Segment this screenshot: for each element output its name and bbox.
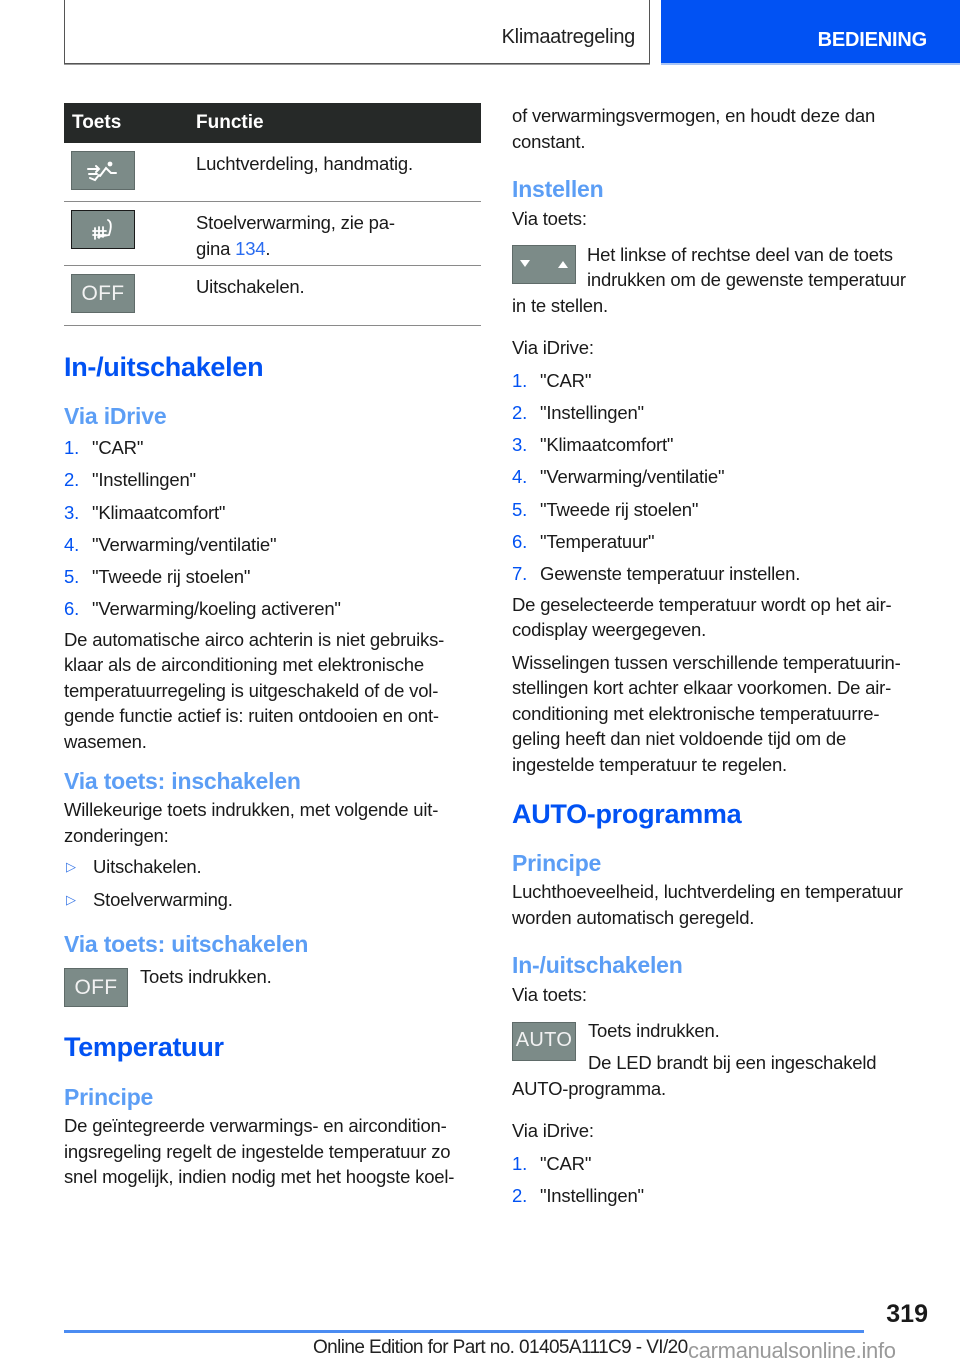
function-text: Stoelverwarming, zie pa- [196,212,395,233]
triangle-bullet-icon: ▷ [66,859,76,875]
table-row [64,143,481,202]
list-item: 1. "CAR" [512,369,592,391]
heading-temperature: Temperatuur [64,1032,224,1063]
air-distribution-icon [86,160,120,182]
heading-auto-program: AUTO-programma [512,799,742,830]
rear-ac-note: De automatische airco achterin is niet gebruiks- klaar als de airconditioning met elektronische temperatuurregeling is uitgeschakeld of de vol- gende functie actief is: ruiten ontdooien en ont- wasemen. [64,628,445,752]
auto-principle-text: Luchthoeveelheid, luchtverdeling en temperatuur worden automatisch geregeld. [512,881,903,928]
seat-heating-icon [90,217,116,243]
chapter-title: BEDIENING [817,29,927,51]
list-item: 3. "Klimaatcomfort" [64,501,226,523]
heading-via-idrive: Via iDrive [64,403,167,429]
via-key-label: Via toets: [512,984,587,1006]
continuation-text: of verwarmingsvermogen, en houdt deze dan constant. [512,105,876,152]
section-title: Klimaatregeling [501,26,635,48]
idrive-steps-list [64,432,481,626]
list-item: 2. "Instellingen" [512,1184,644,1206]
table-row: Stoelverwarming, zie pa- gina 134. [64,202,481,266]
off-key-text: Toets indrukken. [140,966,272,988]
temperature-down-up-icon [518,257,570,271]
heading-set: Instellen [512,176,604,202]
temperature-key [512,245,576,284]
function-text: Uitschakelen. [196,276,305,297]
list-item: 1. "CAR" [64,437,144,458]
switching-note: Wisselingen tussen verschillende temperatuurin- stellingen kort achter elkaar voorkomen. De air- conditioning met elektronische temperatuurre- geling heeft dan niet voldoende tijd om de ingestelde temperatuur te regelen. [512,651,901,775]
list-item: 4. "Verwarming/ventilatie" [512,466,725,488]
auto-key-tail: AUTO-programma. [512,1077,666,1099]
list-item: 2. "Instellingen" [512,401,644,423]
key-function-table [64,103,481,326]
heading-key-off: Via toets: uitschakelen [64,931,309,958]
heading-on-off: In-/uitschakelen [64,352,264,382]
page-link-134[interactable]: 134 [235,237,266,259]
via-idrive-label: Via iDrive: [512,337,594,358]
list-item: 2. "Instellingen" [64,469,196,491]
column-header-function: Functie [196,112,264,133]
heading-key-on: Via toets: inschakelen [64,768,301,795]
list-item: 4. "Verwarming/ventilatie" [64,533,277,555]
temp-key-tail: in te stellen. [512,294,608,316]
auto-key: AUTO [512,1022,576,1061]
list-item: 6. "Verwarming/koeling activeren" [64,598,341,620]
left-column [64,103,481,1190]
function-text: Luchtverdeling, handmatig. [196,153,413,174]
heading-principle: Principe [64,1084,154,1111]
temp-principle-text: De geïntegreerde verwarmings- en aircondition- ingsregeling regelt de ingestelde temperatuur zo snel mogelijk, indien nodig met het hoogste koel- [64,1115,455,1188]
list-item: 1. "CAR" [512,1152,592,1174]
table-row [64,266,481,326]
list-item: ▷ Uitschakelen. [64,850,481,883]
right-column: of verwarmingsvermogen, en houdt deze dan constant. Instellen Via toets: Het linkse of rechtse deel van de toets indrukken om de gewenste temperatuur in te stellen. Via iDrive: 1. "CAR" 2. "Instellingen" 3. "Klimaatcomfort" 4. "Verwarming/ventilatie" 5. "Tweede rij stoelen" 6. "Temperatuur" 7. Gewenste temperatuur instellen. De geselecteerde temperatuur wordt op het air- codisplay weergegeven. Wisselingen tussen verschillende temperatuurin- stellingen kort achter elkaar voorkomen. De air- conditioning met elektronische temperatuurre- geling heeft dan niet voldoende tijd om de ingestelde temperatuur te regelen. AUTO-programma Principe Luchthoeveelheid, luchtverdeling en temperatuur worden automatisch geregeld. In-/uitschakelen Via toets: AUTO Toets indrukken. De LED brandt bij een ingeschakeld AUTO-programma. Via iDrive: 1. "CAR" 2. "Instellingen" [512,103,932,1212]
list-item: 6. "Temperatuur" [512,530,655,552]
exceptions-list [64,850,481,916]
idrive-steps-list [512,365,932,591]
page-number: 319 [886,1300,928,1328]
key-on-text: Willekeurige toets indrukken, met volgende uit- zonderingen: [64,799,439,846]
display-text: De geselecteerde temperatuur wordt op het air- codisplay weergegeven. [512,593,892,641]
heading-principle: Principe [512,850,602,877]
list-item: 7. Gewenste temperatuur instellen. [512,563,801,585]
list-item: ▷ Stoelverwarming. [64,883,481,916]
table-header [64,103,481,143]
watermark: carmanualsonline.info [688,1338,896,1362]
footer-divider [64,1330,864,1333]
column-header-key: Toets [72,112,122,133]
list-item: 5. "Tweede rij stoelen" [512,498,699,520]
edition-text: Online Edition for Part no. 01405A111C9 - VI/20 [313,1337,688,1358]
via-key-label: Via toets: [512,208,587,229]
off-key: OFF [71,274,135,313]
via-idrive-label: Via iDrive: [512,1120,594,1142]
seat-heating-key [71,210,135,249]
idrive-steps-list [512,1148,932,1213]
list-item: 5. "Tweede rij stoelen" [64,566,251,588]
heading-auto-on-off: In-/uitschakelen [512,952,683,979]
header-chapter-tab[interactable] [661,0,960,65]
off-key: OFF [64,968,128,1007]
air-distribution-key [71,151,135,190]
triangle-bullet-icon: ▷ [66,892,76,908]
header-section-box [64,0,650,64]
list-item: 3. "Klimaatcomfort" [512,434,674,456]
